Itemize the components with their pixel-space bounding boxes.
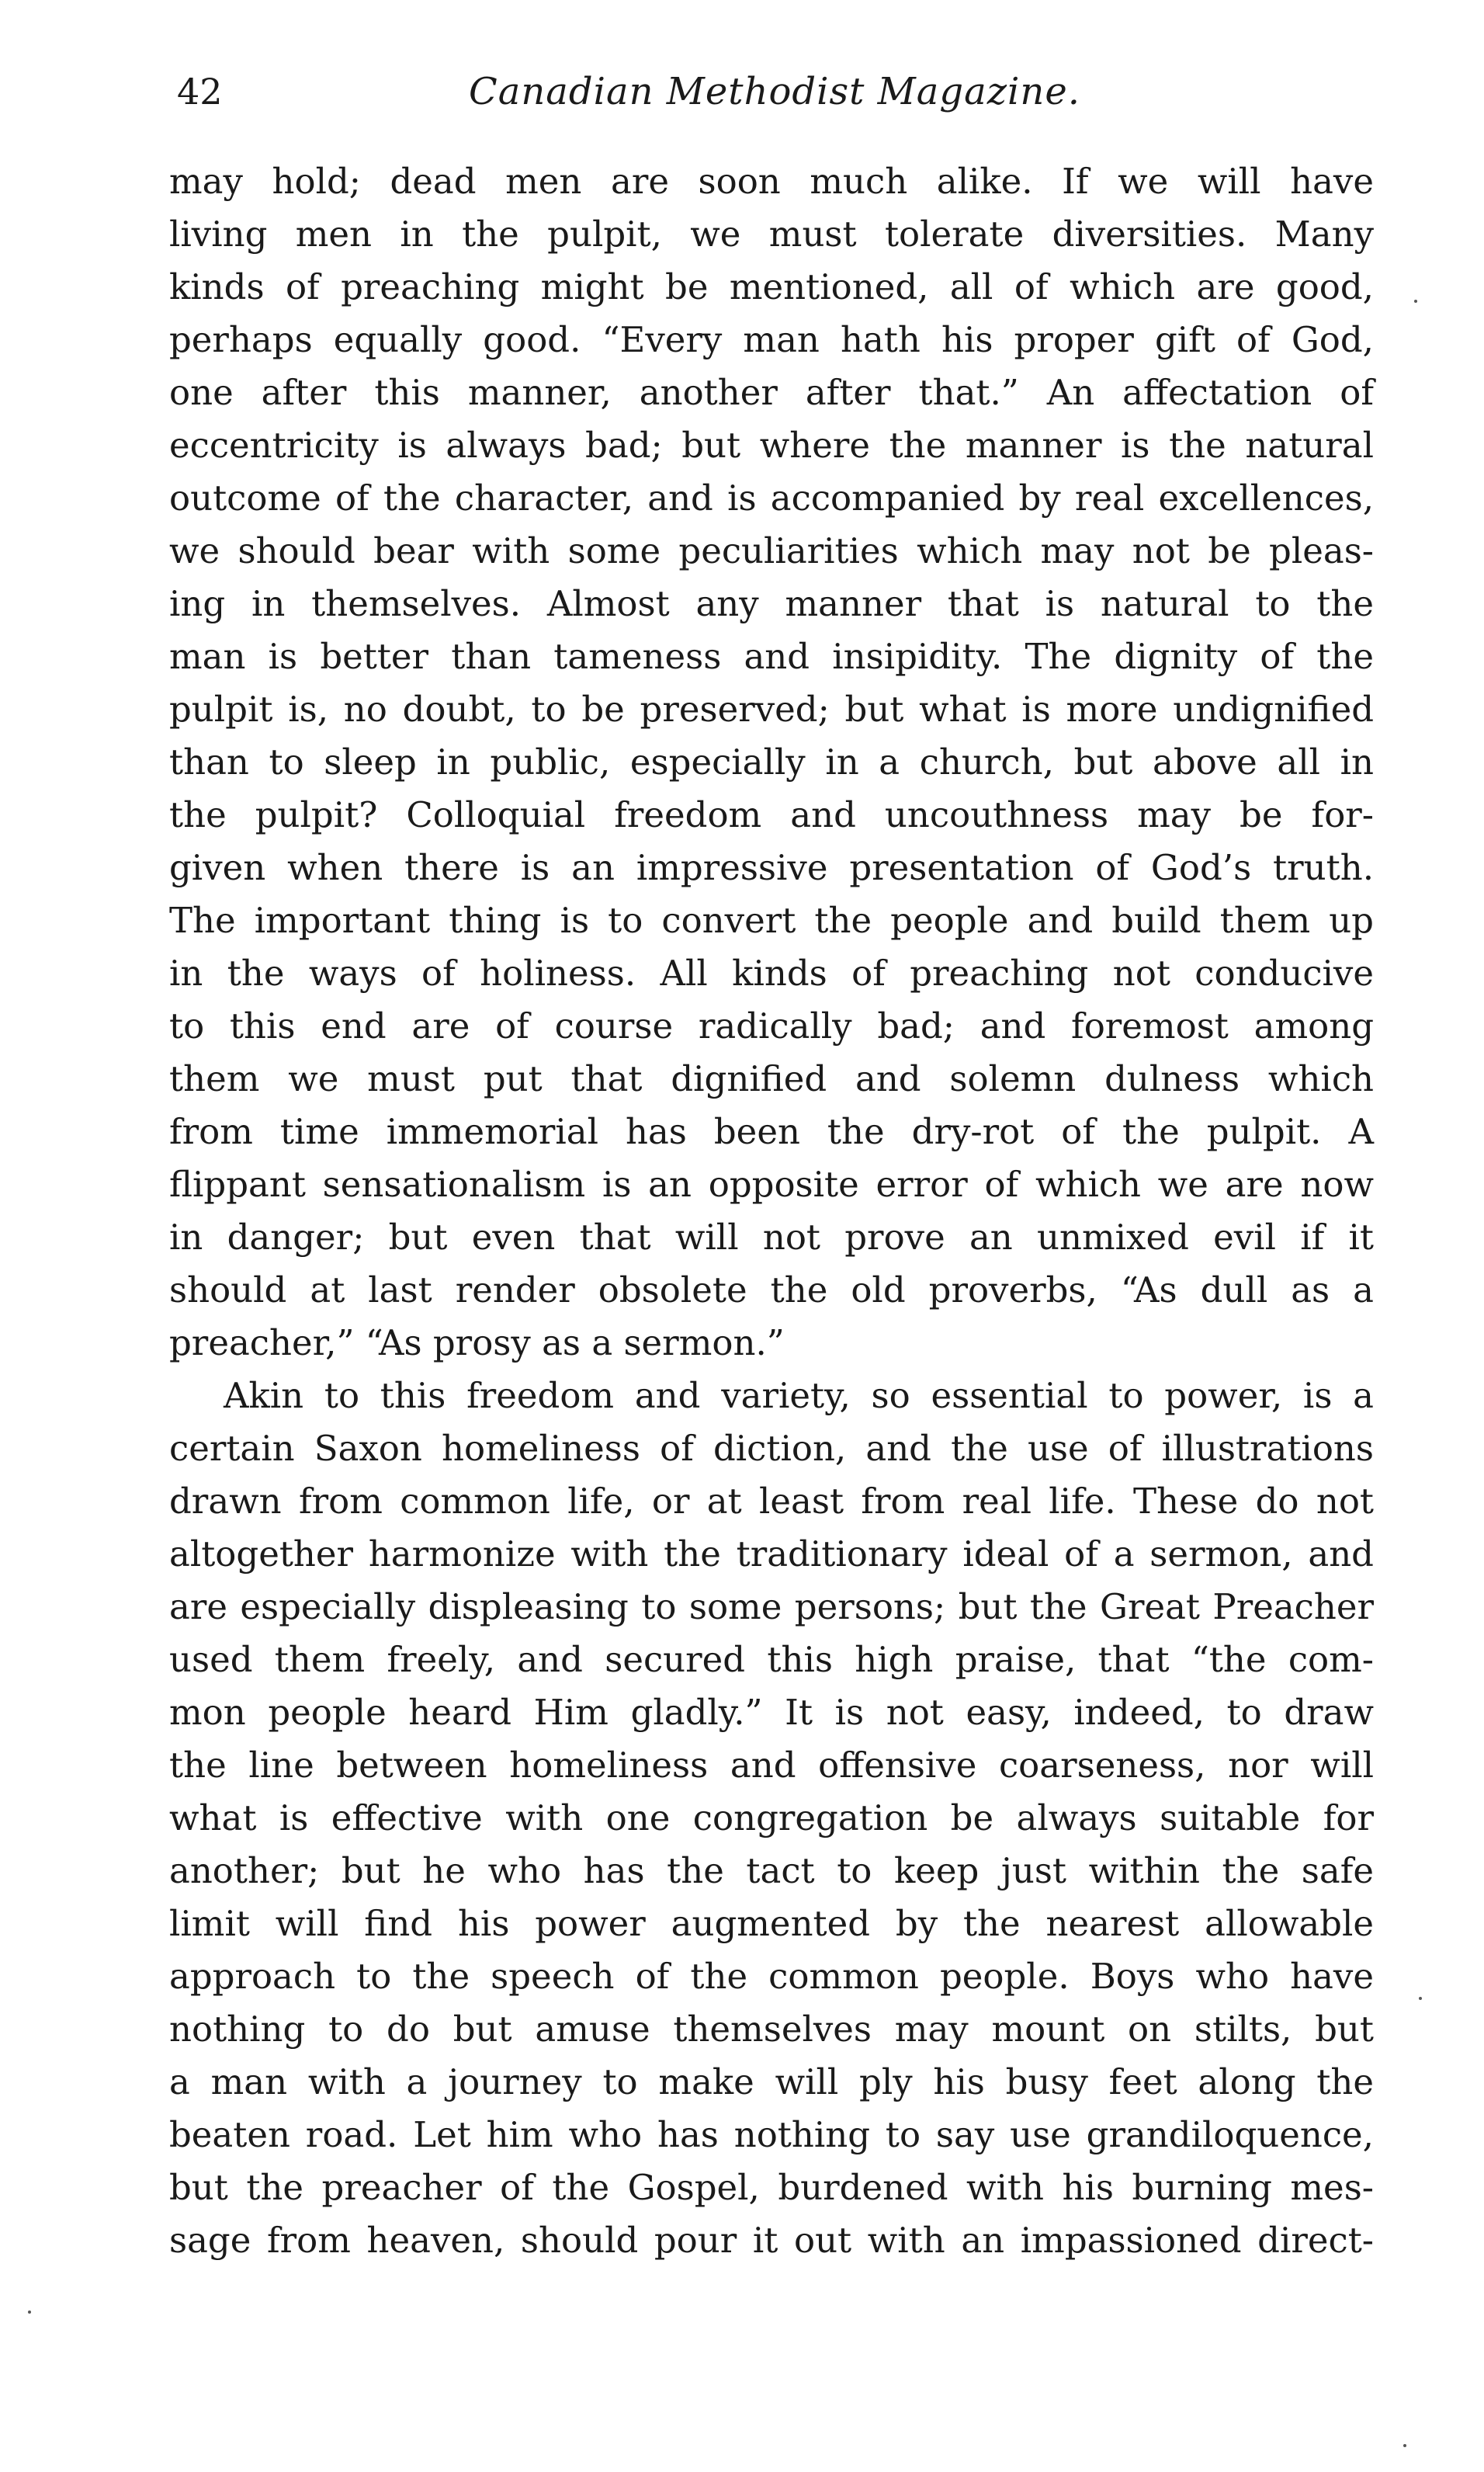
text-line: are especially displeasing to some persons; but the Great Preacher: [169, 1586, 1374, 1627]
text-line: given when there is an impressive presentation of God’s truth.: [169, 847, 1374, 888]
text-line: what is effective with one congregation be always suitable for: [169, 1797, 1374, 1838]
running-title: Canadian Methodist Magazine.: [469, 70, 1080, 113]
text-line: living men in the pulpit, we must tolerate diversities. Many: [169, 214, 1374, 255]
text-line: but the preacher of the Gospel, burdened with his burning mes-: [169, 2167, 1374, 2208]
text-line: may hold; dead men are soon much alike. If we will have: [169, 161, 1374, 202]
text-line: them we must put that dignified and solemn dulness which: [169, 1058, 1374, 1099]
text-line: certain Saxon homeliness of diction, and the use of illustrations: [169, 1428, 1374, 1469]
text-line: perhaps equally good. “Every man hath his proper gift of God,: [169, 319, 1374, 360]
print-speck: [1403, 2444, 1406, 2447]
text-line: a man with a journey to make will ply his busy feet along the: [169, 2061, 1374, 2102]
print-speck: [28, 2311, 31, 2314]
text-line: the line between homeliness and offensive coarseness, nor will: [169, 1745, 1374, 1786]
text-line-paragraph-start: Akin to this freedom and variety, so essential to power, is a: [224, 1375, 1374, 1416]
text-line: sage from heaven, should pour it out with an impassioned direct-: [169, 2220, 1374, 2261]
page-number: 42: [177, 71, 223, 113]
text-line: ing in themselves. Almost any manner that is natural to the: [169, 583, 1374, 624]
article-body: [169, 155, 1374, 2267]
text-line: we should bear with some peculiarities which may not be pleas-: [169, 530, 1374, 571]
print-speck: [1419, 1997, 1422, 2000]
text-line: mon people heard Him gladly.” It is not easy, indeed, to draw: [169, 1692, 1374, 1733]
text-line: should at last render obsolete the old proverbs, “As dull as a: [169, 1269, 1374, 1311]
text-line: kinds of preaching might be mentioned, all of which are good,: [169, 266, 1374, 307]
text-line: flippant sensationalism is an opposite error of which we are now: [169, 1164, 1374, 1205]
text-line: used them freely, and secured this high praise, that “the com-: [169, 1639, 1374, 1680]
text-line: in the ways of holiness. All kinds of preaching not conducive: [169, 953, 1374, 994]
print-speck: [1414, 300, 1417, 303]
text-line: limit will find his power augmented by the nearest allowable: [169, 1903, 1374, 1944]
text-line: pulpit is, no doubt, to be preserved; but what is more undignified: [169, 689, 1374, 730]
text-line: to this end are of course radically bad; and foremost among: [169, 1005, 1374, 1047]
text-line: in danger; but even that will not prove an unmixed evil if it: [169, 1217, 1374, 1258]
page-header: [177, 68, 1372, 130]
text-line: The important thing is to convert the people and build them up: [169, 900, 1374, 941]
text-line: nothing to do but amuse themselves may mount on stilts, but: [169, 2008, 1374, 2050]
text-line-paragraph-end: preacher,” “As prosy as a sermon.”: [169, 1322, 785, 1363]
text-line: than to sleep in public, especially in a church, but above all in: [169, 741, 1374, 783]
text-line: the pulpit? Colloquial freedom and uncouthness may be for-: [169, 794, 1374, 835]
text-line: beaten road. Let him who has nothing to say use grandiloquence,: [169, 2114, 1374, 2155]
text-line: altogether harmonize with the traditionary ideal of a sermon, and: [169, 1533, 1374, 1575]
text-line: another; but he who has the tact to keep just within the safe: [169, 1850, 1374, 1891]
text-line: drawn from common life, or at least from real life. These do not: [169, 1481, 1374, 1522]
text-line: approach to the speech of the common people. Boys who have: [169, 1956, 1374, 1997]
text-line: from time immemorial has been the dry-rot of the pulpit. A: [169, 1111, 1374, 1152]
text-line: outcome of the character, and is accompanied by real excellences,: [169, 477, 1374, 519]
text-line: one after this manner, another after that.” An affectation of: [169, 372, 1374, 413]
text-line: eccentricity is always bad; but where the manner is the natural: [169, 425, 1374, 466]
text-line: man is better than tameness and insipidity. The dignity of the: [169, 636, 1374, 677]
